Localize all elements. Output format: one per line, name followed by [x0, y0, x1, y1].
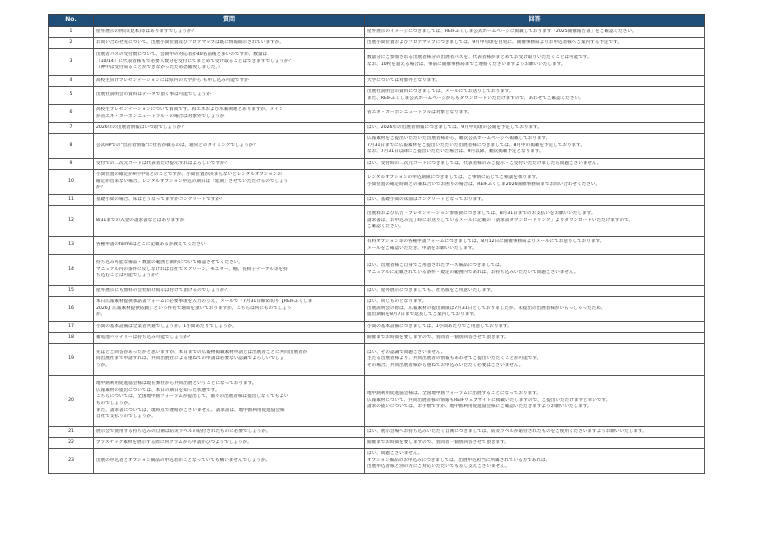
answer-line: はい、出展者様ご自身でご用意されたブース備品につきましては、 [367, 263, 505, 269]
question-cell [94, 76, 365, 87]
question-line: が省エネ・カーボンニュートラル・の場合は対象外でしょうか [96, 113, 225, 119]
table-row [49, 123, 705, 134]
question-line: 本日広報素材提供承諾書フォームに必要事項を入力のうえ、メールで「7月31日締め切り【REIFふくしま [96, 299, 313, 305]
answer-line: はい、問題ございません。 [367, 451, 423, 457]
answer-line: なお、10枚を超える場合は、事前に開催事務局までご連絡くださいますようお願いいたします。 [367, 62, 566, 67]
row-number: 18 [49, 333, 94, 344]
answer-line: 主たる出展者様より、共同出展者の情報もあわせてご提出いただくことが可能です。 [367, 356, 542, 362]
answer-cell [365, 376, 705, 427]
answer-cell [365, 134, 705, 159]
question-line: 出展者パスの受付数について、会期中の対応者が40名前後と多いのですが、数量は [96, 52, 268, 58]
answer-cell [365, 195, 705, 206]
answer-line: 7月31日までに広報素材をご提出いただいた出展者様につきましては、8月中の掲載を予定しております。 [367, 142, 585, 148]
table-row [49, 297, 705, 322]
question-line: 8/31までの入金の請求書などはありますか [96, 217, 185, 223]
answer-cell [365, 333, 705, 344]
answer-cell [365, 286, 705, 297]
table-row [49, 237, 705, 255]
answer-cell [365, 159, 705, 170]
question-cell [94, 105, 365, 123]
question-line: 屋外展示の例示(見本)等はありますでしょうか？ [96, 28, 197, 34]
question-line: 屋外展示にも無料の会社紹介掲示は付けて頂けるのでしょうか？ [96, 287, 230, 293]
answer-line: オプション備品のお申込みにつきましては、出展申込担当に所属されている方であれば、 [367, 457, 551, 463]
question-cell [94, 237, 365, 255]
question-line: ものでしょうか。 [96, 401, 133, 406]
answer-line: はい、同じものとなります。 [367, 299, 427, 305]
row-number: 6 [49, 105, 94, 123]
header-question: 質問 [94, 15, 365, 27]
question-cell [94, 255, 365, 286]
question-line: （神中は受付局ることができなかったため恐縮致しました。） [96, 65, 223, 71]
answer-line: 開催までお時間を要しますので、質問者一個別回答させて頂きます。 [367, 439, 509, 445]
question-cell [94, 438, 365, 449]
question-line: 高校生向けプレゼンテーションには県内の大学から も申し込み可能ですか [96, 77, 249, 83]
question-cell [94, 333, 365, 344]
answer-line: 小間の基本設備につきましては、1小間あたりでご用意しております。 [367, 323, 512, 329]
answer-cell [365, 38, 705, 49]
answer-line: レンタルオプションの申込期限につきましては、ご事情に応じてご相談を承ります。 [367, 175, 541, 181]
table-row [49, 105, 705, 123]
question-cell [94, 123, 365, 134]
table-row [49, 255, 705, 286]
row-number: 14 [49, 255, 94, 286]
question-line: 2026】広報素材提供依頼」という件名で通知を頂いておりますが、こちらは何にものでしょう [96, 305, 292, 311]
table-row [49, 134, 705, 159]
table-row [49, 206, 705, 237]
answer-line: メールをご確認いただき、申請をお願いいたします。 [367, 245, 477, 251]
answer-cell [365, 237, 705, 255]
answer-cell [365, 344, 705, 376]
question-line: （10/14）に代表者様もで必要人数分を受付にてまとめて受け取ることはできますでしょうか？ [96, 58, 294, 64]
row-number: 8 [49, 134, 94, 159]
question-cell [94, 322, 365, 333]
table-row [49, 449, 705, 474]
question-line: 小間の基本設備は全業者共通でしょうか。1小間あたりでしょうか。 [96, 323, 237, 329]
answer-line: 提出期限を8月7日まで延長してご案内しております。 [367, 312, 479, 318]
answer-line: 省エネ・カーボンニュートラルは対象となります。 [367, 110, 473, 116]
question-line: 地中熱利用促進協会様は現在弊社から共同出展ということになっております。 [96, 381, 257, 387]
question-line: 確定が出来ない場合、レンタルオプション申込の期日は「延期」させていただけるのでしょう [96, 178, 289, 184]
answer-line: はい、展示会場へお持ち込みいただく自衛につきましては、防炎ラベルが貼付されたものをご使用くださいますようお願いいたします。 [367, 428, 647, 434]
answer-line: はい、基礎小間の床面はコンクリートとなっております。 [367, 196, 486, 202]
question-cell [94, 195, 365, 206]
answer-cell [365, 255, 705, 286]
answer-line: ご確認ください。 [367, 224, 404, 230]
row-number: 5 [49, 87, 94, 105]
question-cell [94, 87, 365, 105]
row-number: 22 [49, 438, 94, 449]
table-row [49, 427, 705, 438]
table-row [49, 49, 705, 76]
answer-line: 屋外展示のイメージにつきましては、REIFふくしま公式ホームページに掲載しております「2025開催報告書」をご確認ください。 [367, 28, 637, 34]
table-row [49, 376, 705, 427]
question-cell [94, 49, 365, 76]
question-line: 出展の申込者とオプション備品の申込者がことなっていても構いませんでしょうか。 [96, 457, 271, 463]
answer-cell [365, 206, 705, 237]
question-line: 小間位置の確定が9月中旬とのことですが、小間位置が決まらないとレンタルオプションの [96, 172, 282, 178]
answer-cell [365, 123, 705, 134]
answer-cell [365, 427, 705, 438]
answer-line: 出展小間位置およびフロアマップにつきましては、9月中旬頃を目処に、開催事務局よりお申込者様へご案内する予定です。 [367, 39, 622, 45]
question-cell [94, 27, 365, 38]
row-number: 4 [49, 76, 94, 87]
answer-line: 地中熱利用促進協会様は、全国地中熱フォーラムに出展することになっております。 [367, 391, 541, 397]
answer-line: 大学については対象外となります。 [367, 77, 441, 83]
row-number: 2 [49, 38, 94, 49]
question-line: 公式HPでの"出店者情報"に社名が載るのは、通常どのタイミングでしょうか？ [96, 142, 258, 148]
table-row [49, 438, 705, 449]
question-line: 出展社説明会の資料はデータで頂く事は可能でしょうか [96, 92, 211, 98]
table-row [49, 76, 705, 87]
question-line: 持ち込み可能な備品・数量の範囲と制約について確認させてください。 [96, 260, 243, 266]
question-line: うか。 [96, 362, 110, 368]
question-line: 自社で支払うのでしょうか。 [96, 414, 156, 420]
row-number: 13 [49, 237, 94, 255]
answer-line: マニュアルに記載されている条件・規定の範囲内であれば、お持ち込みいただいて問題ございません。 [367, 270, 579, 275]
question-line: こちらについては、全国地中熱フォーラムが提出して、個々の出展者様は提出しなくてもよい [96, 394, 289, 400]
row-number: 20 [49, 376, 94, 427]
question-line: プラスチック素材を展示する際に何グラムから申請がひつようでしょうか。 [96, 439, 252, 445]
table-row [49, 170, 705, 195]
question-line: 展示会で使用する持ち込みの自衛は防炎ラベルの貼付されたものに必要でしょうか。 [96, 428, 271, 434]
question-line: か。 [96, 312, 106, 318]
answer-line: 小間位置の確定時期との兼ね合いでお困りの場合は、REIFふくしま2026開催事務局までお問い合わせください。 [367, 182, 601, 187]
answer-line: 出展申込者様と別の方にご対応いただいても差し支えございません。 [367, 464, 510, 470]
answer-cell [365, 27, 705, 38]
question-line: マニュアル内の条件に反しなければ自社でスクリーン、モニター、棚、長椅子テーブル等を持 [96, 266, 288, 272]
answer-line: 出展料および広告・プレゼンテーション参加費につきましては、8月31日までのお支払いをお願いいたします。 [367, 211, 596, 217]
header-row [49, 15, 705, 27]
answer-cell [365, 297, 705, 322]
question-cell [94, 206, 365, 237]
question-cell [94, 449, 365, 474]
row-number: 19 [49, 344, 94, 376]
answer-cell [365, 76, 705, 87]
answer-line: 有料オプション等の各種申請フォームにつきましては、8月12日に開催事務局よりメールにてお送りしております。 [367, 238, 605, 244]
question-line: 広報素材の提出については、本日の期日を知った状態です。 [96, 387, 220, 393]
question-cell [94, 170, 365, 195]
answer-line: その場合、共同出展者様から重ねてお申込みいただく必要はございません。 [367, 362, 524, 368]
answer-line: はい、受付時の二次元コードにつきましては、代表者様のみご提示・ご受付いただけましたら問題ございません。 [367, 160, 602, 166]
table-row [49, 87, 705, 105]
row-number: 12 [49, 206, 94, 237]
question-line: 同出展社まで申請すれば、共同出展社による重ねての申請は必要ない認識でよろしいでしょ [96, 356, 285, 362]
question-line: お問い合わせ先について。出展小間位置及びフロアマップは既に情報開示されていますか。 [96, 39, 284, 45]
answer-cell [365, 322, 705, 333]
answer-cell [365, 449, 705, 474]
answer-line: 請求書は、お申込み完了時にお送りしているメールに記載の「請求書ダウンロードリンク」よりダウンロードいただけますので、 [367, 217, 634, 223]
faq-sheet [48, 14, 704, 474]
question-cell [94, 376, 365, 427]
answer-cell [365, 438, 705, 449]
answer-line: 広報素材について、共同出展者様の情報もREIFウェブサイトに掲載いたしますので、ご提出いただけますと幸いです。 [367, 397, 611, 403]
header-no: No. [49, 15, 94, 27]
answer-cell [365, 49, 705, 76]
answer-cell [365, 87, 705, 105]
answer-cell [365, 105, 705, 123]
row-number: 10 [49, 170, 94, 195]
row-number: 1 [49, 27, 94, 38]
question-cell [94, 134, 365, 159]
question-line: 2026年の出展者情報はいつ頃でしょうか？ [96, 124, 186, 130]
row-number: 23 [49, 449, 94, 474]
answer-line: 請求の扱いについては、お手数ですが、地中熱利用促進協会様にご確認いただきますようお願いいたします。 [367, 404, 592, 410]
table-row [49, 27, 705, 38]
row-number: 11 [49, 195, 94, 206]
answer-line: なお、7月31日以降にご提出いただいた場合は、9月以降、順次掲載予定となります。 [367, 149, 544, 155]
answer-line: はい、2026年の出展者情報につきましては、9月中旬頃の公開を予定しております。 [367, 124, 542, 130]
answer-line: はい、その認識で問題ございません。 [367, 349, 446, 355]
answer-line: 広報素材をご提出いただいた出展者様から、順次公式ホームページへ掲載しております。 [367, 136, 551, 142]
question-line: 基礎小間の場合、床はどうなってますかコンクリートですか？ [96, 196, 225, 202]
faq-rows [49, 27, 705, 474]
question-line: 先ほどご回答があったかと思いますが、本日までの広報物掲載素材申請とは出展者ごとに共同出展者が [96, 349, 308, 355]
row-number: 16 [49, 297, 94, 322]
row-number: 7 [49, 123, 94, 134]
table-row [49, 195, 705, 206]
answer-line: 出展社説明会の資料につきましては、メールにてお送りしております。 [367, 88, 514, 94]
row-number: 17 [49, 322, 94, 333]
row-number: 9 [49, 159, 94, 170]
question-line: 高校生プレゼンテーションについて質問です。再エネおよび水素関連とありますが、メイン [96, 106, 284, 112]
row-number: 21 [49, 427, 94, 438]
question-line: 各種申請のformsはどこに記載あるか教えてください [96, 242, 206, 248]
answer-line: また、REIFふくしま公式ホームページからもダウンロードいただけますので、あわせてご確認ください。 [367, 95, 584, 101]
question-line: ち込むことは可能でしょうか？ [96, 273, 161, 279]
table-row [49, 333, 705, 344]
table-row [49, 286, 705, 297]
question-cell [94, 159, 365, 170]
table-row [49, 38, 705, 49]
answer-line: 開催までお時間を要しますので、質問者一個別回答させて頂きます。 [367, 334, 509, 340]
table-row [49, 322, 705, 333]
row-number: 15 [49, 286, 94, 297]
row-number: 3 [49, 49, 94, 76]
table-row [49, 159, 705, 170]
question-line: また、請求書については、現時点で連絡がございません。請求書は、地中熱利用促進協会様 [96, 407, 285, 413]
answer-line: 出展説明会の際は、広報素材の提出期限は7月31日としておりましたが、未提出の出展者様がいらっしゃったため、 [367, 305, 606, 311]
question-cell [94, 297, 365, 322]
question-cell [94, 427, 365, 438]
faq-table [48, 14, 705, 474]
header-answer: 回答 [365, 15, 705, 27]
question-cell [94, 38, 365, 49]
question-line: 受付での二次元コードは代表者だけ提示すればよろしいですか？ [96, 160, 230, 166]
question-line: か？ [96, 185, 106, 191]
question-line: 蓄電池バッテリーは持ち込み可能でしょうか？ [96, 334, 193, 340]
answer-line: 数量分にご参加される出展者様分の出展者パスを、代表者様がまとめてお受け取りいただくことは可能です。 [367, 55, 592, 61]
answer-cell [365, 170, 705, 195]
table-row [49, 344, 705, 376]
question-cell [94, 344, 365, 376]
question-cell [94, 286, 365, 297]
answer-line: はい、屋外展示につきましても、社名版をご用意いたします。 [367, 287, 496, 293]
